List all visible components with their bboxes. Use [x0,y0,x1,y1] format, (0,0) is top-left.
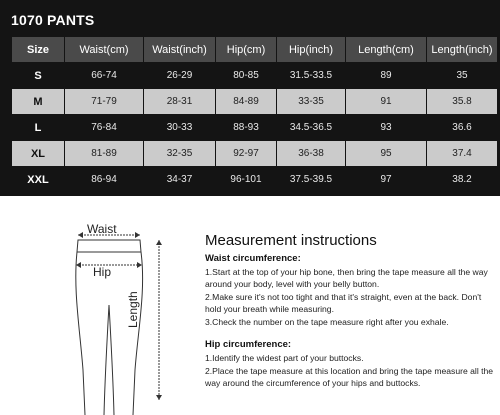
hip-heading: Hip circumference: [205,339,292,350]
table-cell: 92-97 [216,141,276,166]
hip-label: Hip [93,265,112,279]
waist-heading: Waist circumference: [205,253,301,264]
table-cell: 34-37 [144,167,215,192]
table-cell: 28-31 [144,89,215,114]
table-cell: 36.6 [427,115,497,140]
pants-drawing [40,210,200,415]
table-cell: 35 [427,63,497,88]
table-cell: 95 [346,141,426,166]
table-cell: 32-35 [144,141,215,166]
table-cell: 38.2 [427,167,497,192]
table-cell: 93 [346,115,426,140]
table-cell: 71-79 [65,89,143,114]
header-size: Size [12,37,64,62]
table-cell: 31.5-33.5 [277,63,345,88]
table-cell: 84-89 [216,89,276,114]
size-cell: XXL [12,167,64,192]
waist-step: 1.Start at the top of your hip bone, then bring the tape measure all the way around your body, level with your belly button. [205,267,488,289]
waist-step: 2.Make sure it's not too tight and that it's straight, even at the back. Don't hold your breath while measuring. [205,292,482,314]
header-waist-inch: Waist(inch) [144,37,215,62]
table-cell: 26-29 [144,63,215,88]
table-cell: 37.4 [427,141,497,166]
table-header-row [12,37,497,62]
table-cell: 88-93 [216,115,276,140]
chart-title: 1070 PANTS [11,12,95,28]
size-table [12,37,497,187]
table-cell: 91 [346,89,426,114]
table-cell: 86-94 [65,167,143,192]
size-cell: M [12,89,64,114]
table-row [12,63,497,88]
hip-step: 1.Identify the widest part of your buttocks. [205,353,364,363]
header-waist-cm: Waist(cm) [65,37,143,62]
waist-step: 3.Check the number on the tape measure right after you exhale. [205,317,449,327]
length-label: Length [126,291,140,328]
pants-measurement-illustration [40,210,200,415]
header-length-cm: Length(cm) [346,37,426,62]
measurement-instructions [205,232,495,390]
hip-step: 2.Place the tape measure at this location and bring the tape measure all the way around the circumference of your hips and buttocks. [205,366,494,388]
table-cell: 80-85 [216,63,276,88]
table-cell: 36-38 [277,141,345,166]
table-row [12,89,497,114]
waist-label: Waist [87,222,117,236]
size-chart [0,0,500,196]
size-cell: XL [12,141,64,166]
table-cell: 97 [346,167,426,192]
table-row [12,115,497,140]
header-hip-cm: Hip(cm) [216,37,276,62]
size-cell: S [12,63,64,88]
table-row [12,141,497,166]
size-cell: L [12,115,64,140]
table-cell: 76-84 [65,115,143,140]
instructions-title: Measurement instructions [205,232,377,249]
table-cell: 35.8 [427,89,497,114]
table-cell: 89 [346,63,426,88]
table-row [12,167,497,192]
table-cell: 81-89 [65,141,143,166]
table-cell: 34.5-36.5 [277,115,345,140]
header-length-inch: Length(inch) [427,37,497,62]
table-cell: 37.5-39.5 [277,167,345,192]
table-cell: 33-35 [277,89,345,114]
table-cell: 66-74 [65,63,143,88]
header-hip-inch: Hip(inch) [277,37,345,62]
table-cell: 96-101 [216,167,276,192]
table-cell: 30-33 [144,115,215,140]
